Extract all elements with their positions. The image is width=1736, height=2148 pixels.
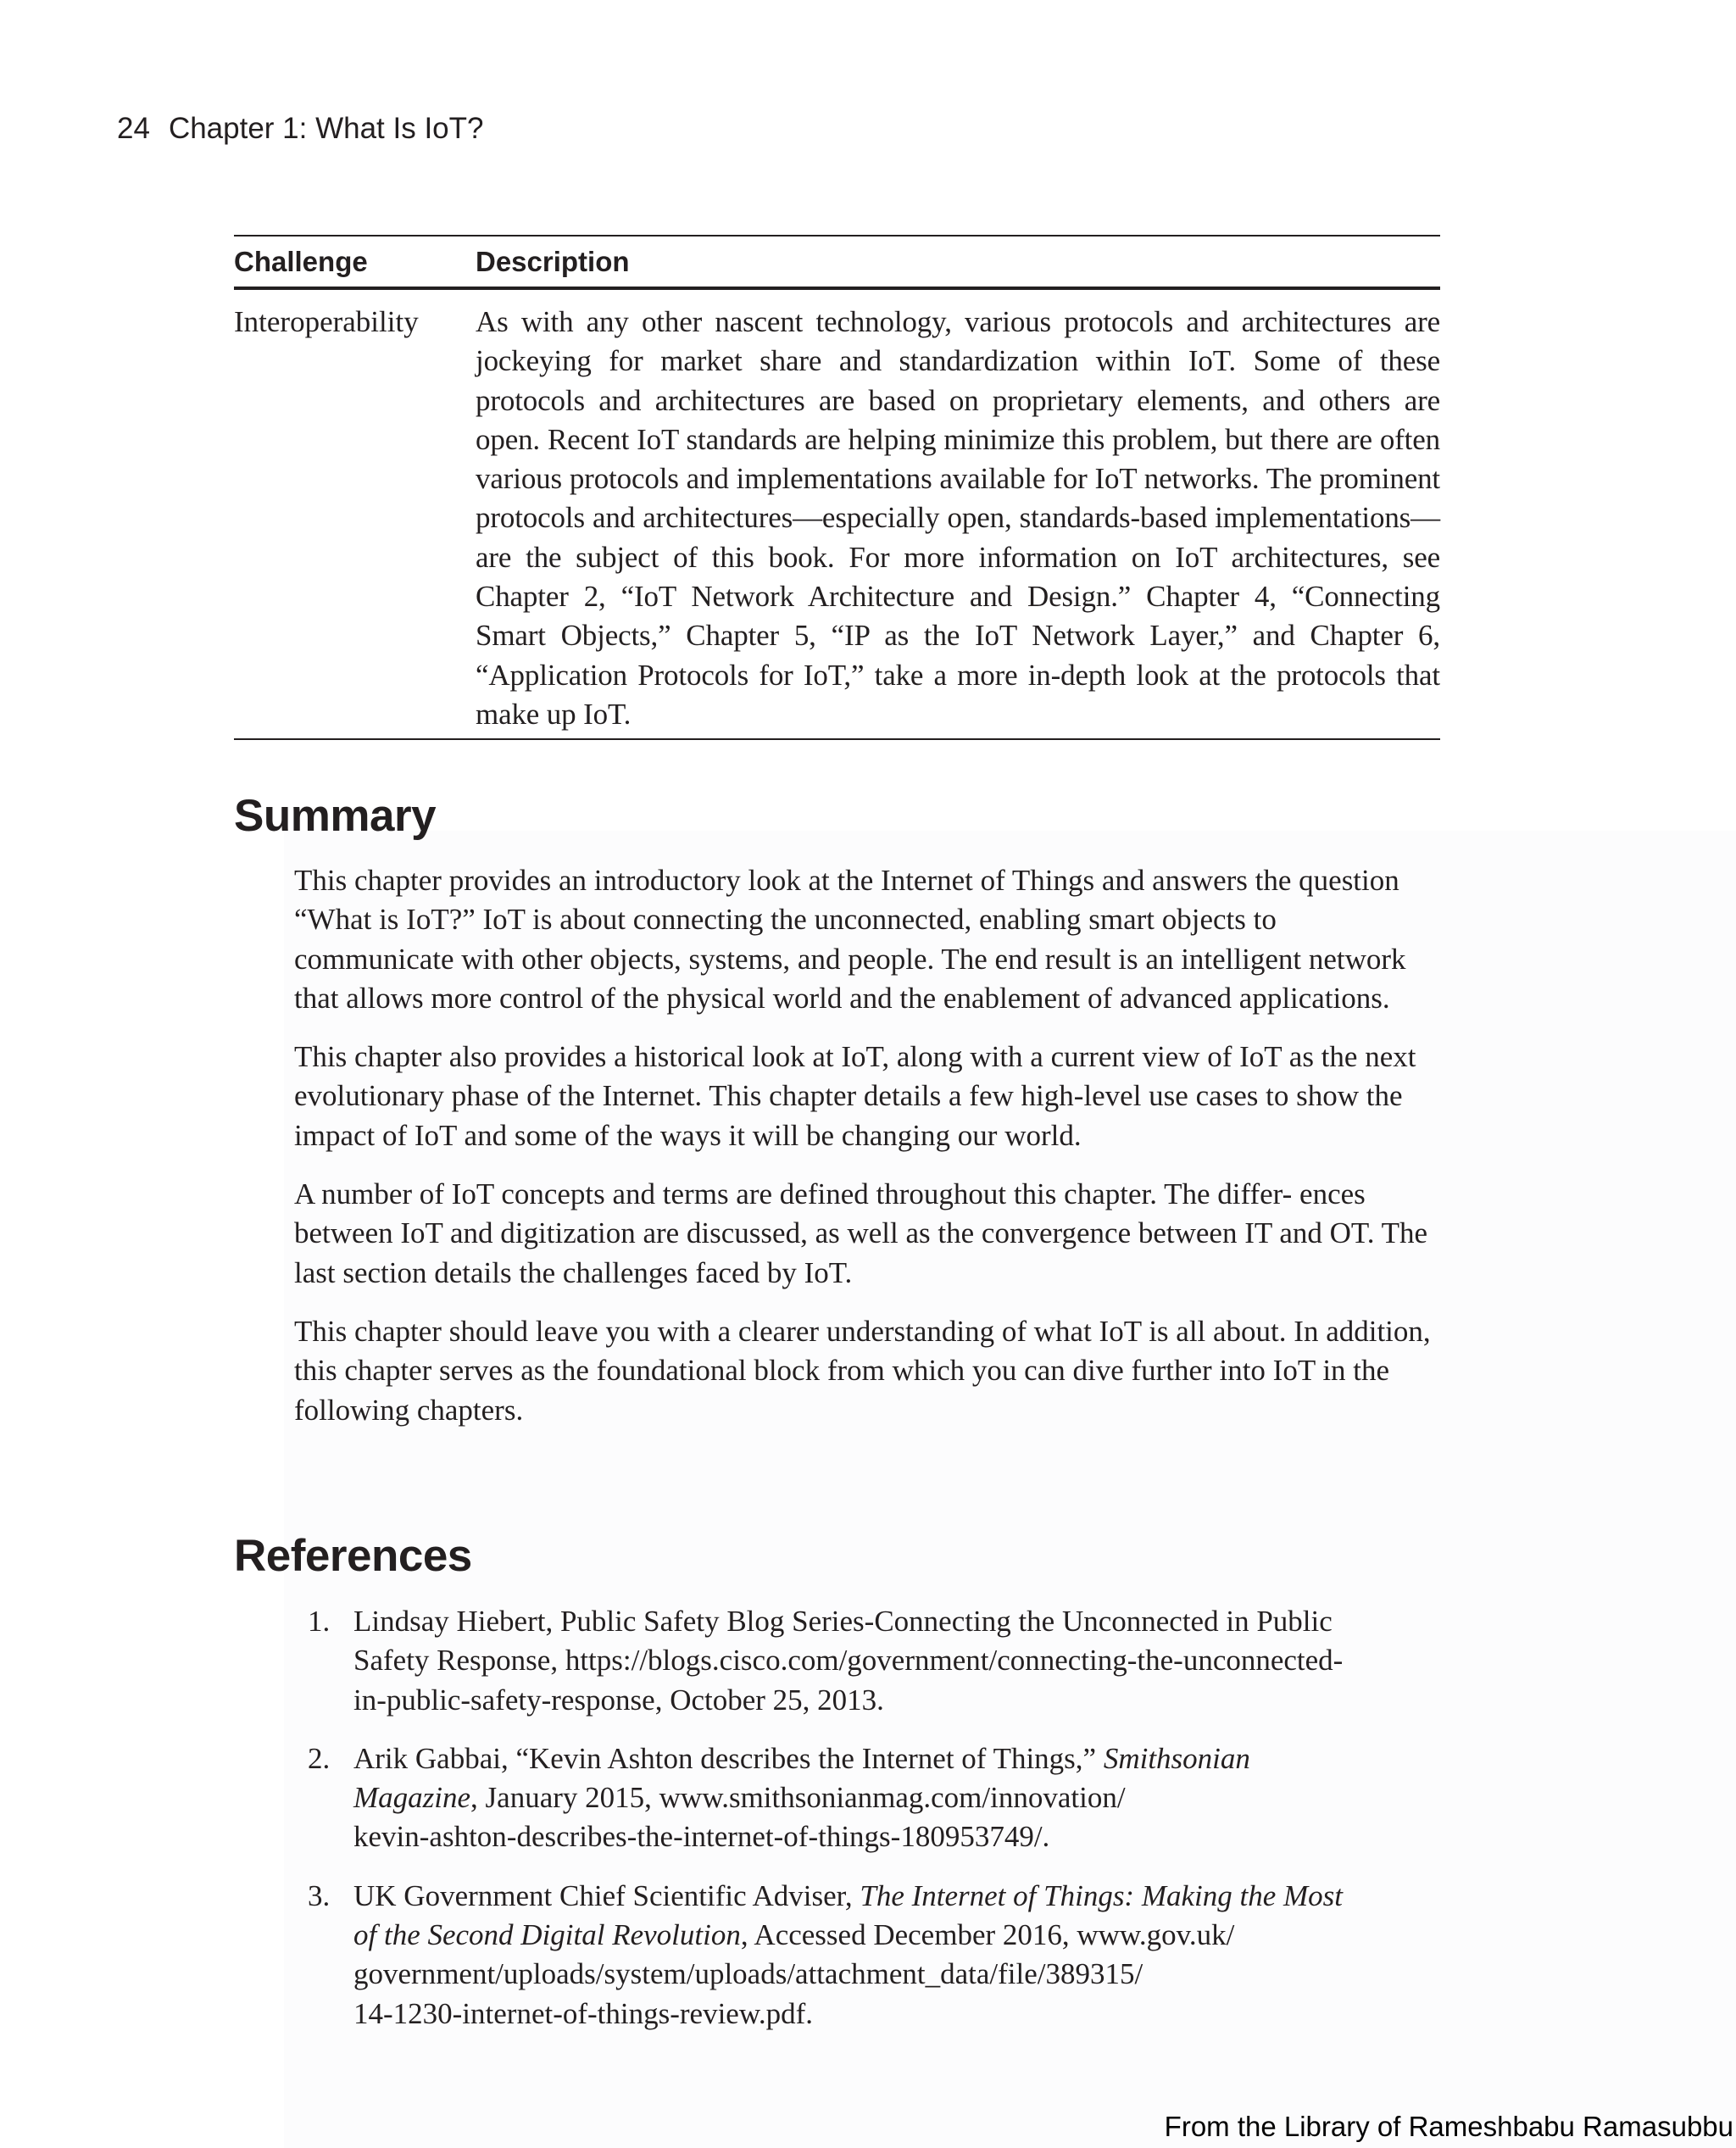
text-line: applications. (1238, 981, 1390, 1015)
text-line: A number of IoT concepts and terms are defined throughout this chapter. The differ- (294, 1177, 1293, 1211)
description-line: Protocols for IoT,” take a more in-depth look at the protocols that make up IoT. (476, 658, 1440, 731)
reference-text: , Accessed December 2016, www.gov.uk/ (740, 1918, 1235, 1952)
summary-paragraph (294, 861, 1443, 1018)
description-line: As with any other nascent technology, various protocols and architectures (476, 305, 1392, 338)
reference-title-italic: of the Second Digital Revolution (353, 1918, 741, 1952)
summary-paragraph (294, 1312, 1443, 1430)
library-footer: From the Library of Rameshbabu Ramasubbu (1164, 2111, 1733, 2142)
reference-line (353, 1778, 1444, 1817)
reference-line (353, 1877, 1444, 1916)
text-line: This chapter also provides a historical look at IoT, along with a current view of IoT as the (294, 1040, 1358, 1074)
description-line: others are open. Recent IoT standards are helping minimize this problem, (476, 383, 1440, 456)
reference-line: government/uploads/system/uploads/attachment_data/file/389315/ (353, 1957, 1143, 1991)
reference-item (308, 1739, 1444, 1857)
column-header-challenge: Challenge (234, 245, 368, 277)
reference-line (353, 1916, 1444, 1955)
column-header-description: Description (476, 245, 630, 277)
reference-line: in-public-safety-response, October 25, 2013. (353, 1683, 884, 1717)
summary-heading: Summary (234, 791, 437, 841)
reference-item (308, 1877, 1444, 2034)
summary-paragraph (294, 1038, 1443, 1155)
text-line: This chapter should leave you with a clearer understanding of what IoT is all about. In (294, 1314, 1319, 1348)
summary-paragraph (294, 1175, 1443, 1293)
text-line: question “What is IoT?” IoT is about connecting the unconnected, enabling smart objects (294, 864, 1399, 937)
description-line: Chapter 5, “IP as the IoT Network Layer,” and Chapter 6, “Application (476, 619, 1440, 692)
reference-text: UK Government Chief Scientific Adviser, (353, 1878, 860, 1912)
reference-text: , January 2015, www.smithsonianmag.com/innovation/ (470, 1781, 1126, 1815)
description-line: For more information on IoT architectures, see Chapter 2, “IoT Network (476, 540, 1441, 614)
reference-line (353, 1739, 1444, 1778)
description-line: open, standards-based implementations—are the subject of this book. (476, 501, 1440, 574)
text-line: This chapter provides an introductory look at the Internet of Things and answers the (294, 864, 1292, 897)
references-heading: References (234, 1531, 472, 1581)
reference-number: 1. (308, 1605, 331, 1638)
page-number: 24 (117, 112, 150, 145)
description-line: these protocols and architectures are based on proprietary elements, and (476, 344, 1440, 417)
reference-item (308, 1602, 1444, 1720)
text-line: and OT. The last section details the challenges faced by IoT. (294, 1216, 1427, 1289)
text-line: network that allows more control of the physical world and the enablement of advanced (294, 942, 1406, 1015)
text-line: to communicate with other objects, systems, and people. The end result is an intelligent (294, 903, 1302, 976)
reference-line: 14-1230-internet-of-things-review.pdf. (353, 1996, 814, 2030)
table-header-row (234, 237, 1440, 287)
references-list (308, 1602, 1444, 2053)
reference-number: 2. (308, 1741, 331, 1775)
text-line: ences between IoT and digitization are discussed, as well as the convergence between IT (294, 1177, 1366, 1250)
summary-body (294, 861, 1443, 1450)
reference-title-italic: The Internet of Things: Making the Most (860, 1878, 1344, 1912)
reference-title-italic: Magazine (353, 1781, 471, 1815)
table-row (234, 290, 1440, 738)
reference-text: Arik Gabbai, “Kevin Ashton describes the Internet of Things,” (353, 1741, 1104, 1775)
description-line: are jockeying for market share and standardization within IoT. Some of (476, 305, 1441, 378)
reference-number: 3. (308, 1878, 331, 1912)
cell-description (476, 303, 1440, 734)
description-line: but there are often various protocols and implementations available for (476, 422, 1440, 496)
text-line: next evolutionary phase of the Internet. This chapter details a few high-level use cases to (294, 1040, 1416, 1113)
reference-title-italic: Smithsonian (1103, 1741, 1250, 1775)
text-line: addition, this chapter serves as the foundational block from which you can dive further (294, 1314, 1431, 1388)
running-head (117, 112, 484, 146)
reference-line: kevin-ashton-describes-the-internet-of-things-180953749/. (353, 1820, 1050, 1854)
chapter-title: Chapter 1: What Is IoT? (168, 112, 484, 145)
challenges-table (234, 235, 1440, 740)
text-line: into IoT in the following chapters. (294, 1354, 1390, 1427)
reference-line: Lindsay Hiebert, Public Safety Blog Series-Connecting the Unconnected in Public (353, 1605, 1333, 1638)
table-bottom-rule (234, 738, 1440, 740)
text-line: show the impact of IoT and some of the ways it will be changing our world. (294, 1079, 1403, 1152)
description-line: IoT networks. The prominent protocols and architectures—especially (476, 462, 1441, 535)
reference-line: Safety Response, https://blogs.cisco.com/government/connecting-the-unconnected- (353, 1644, 1344, 1678)
cell-challenge: Interoperability (234, 305, 419, 338)
description-line: Architecture and Design.” Chapter 4, “Connecting Smart Objects,” (476, 580, 1441, 653)
